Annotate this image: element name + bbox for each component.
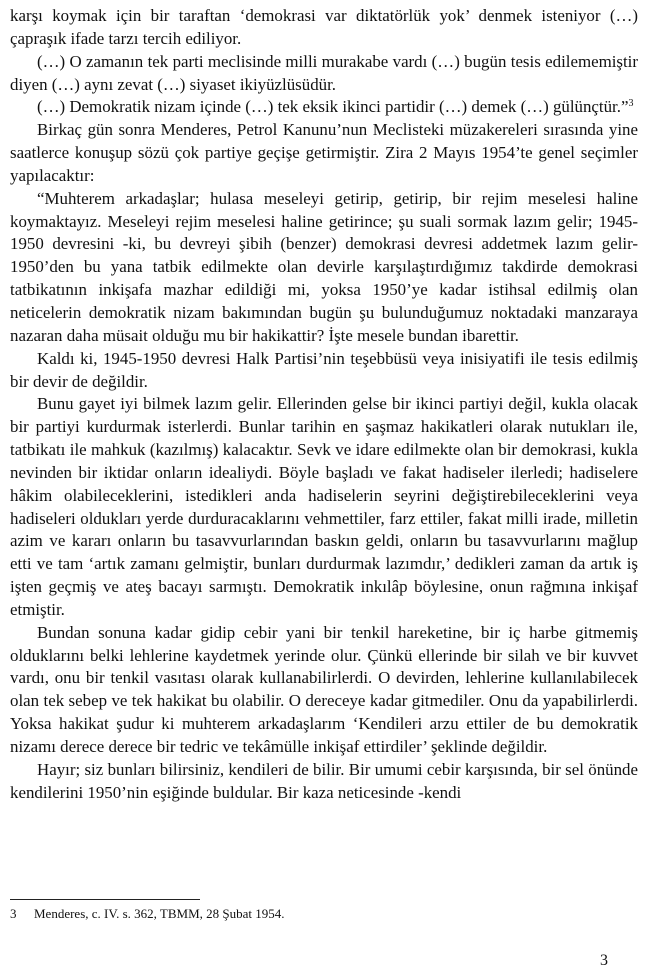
paragraph-3-text: (…) Demokratik nizam içinde (…) tek eksik ikinci partidir (…) demek (…) gülünçtür.”	[37, 97, 629, 117]
footnote-reference: 3	[628, 98, 634, 110]
paragraph-5: “Muhterem arkadaşlar; hulasa meseleyi getirip, getirip, bir rejim meselesi haline koymaktayız. Meseleyi rejim meselesi haline getirince; şu suali sormak lazım gelir; 1945-1950 devresini -ki, bu devreyi şibih (benzer) demokrasi devresi addetmek lazım gelir- 1950’den bu yana tatbik edilmekte olan devirle karşılaştırdığımız takdirde demokrasi tatbikatının inkişafa mazhar edildiği mi, yoksa 1950’ye kadar istihsal edilmiş olan neticelerin demokratik nizam bakımından bugün şu bulunduğumuz noktadaki manzaraya nazaran daha müsait olduğu mu bir hakikattir? İşte mesele bundan ibarettir.	[10, 188, 638, 345]
page-number: 3	[600, 952, 608, 969]
paragraph-1: karşı koymak için bir taraftan ‘demokrasi var diktatörlük yok’ denmek isteniyor (…) çapraşık ifade tarzı tercih ediliyor.	[10, 6, 638, 48]
footnote-divider	[10, 899, 200, 900]
paragraph-9: Hayır; siz bunları bilirsiniz, kendileri de bilir. Bir umumi cebir karşısında, bir sel önünde kendilerini 1950’nin eşiğinde buldular. Bir kaza neticesinde -kendi	[10, 759, 638, 802]
page-body	[10, 5, 638, 805]
paragraph-6: Kaldı ki, 1945-1950 devresi Halk Partisi’nin teşebbüsü veya inisiyatifi ile tesis edilmiş bir devir de değildir.	[10, 348, 638, 391]
paragraph-3	[10, 96, 638, 119]
paragraph-8: Bundan sonuna kadar gidip cebir yani bir tenkil hareketine, bir iç harbe gitmemiş olduklarını belki lehlerine kaydetmek yerinde olur. Çünkü ellerinde bir silah ve bir kuvvet vardı, onu bir tenkil vasıtası olarak kullanabilirlerdi. O devirden, lehlerine kullanılabilecek olan tek sebep ve tek hakikat bu olabilir. O dereceye kadar gitmediler. Onu da yapabilirlerdi. Yoksa hakikat şudur ki muhterem arkadaşlarım ‘Kendileri arzu ettiler de bu demokratik nizamı derece derece bir tedric ve tekâmülle inkişaf ettirdiler’ şeklinde değildir.	[10, 622, 638, 756]
footnote	[10, 905, 630, 922]
footnote-number: 3	[10, 906, 17, 921]
paragraph-4: Birkaç gün sonra Menderes, Petrol Kanunu’nun Meclisteki müzakereleri sırasında yine saatlerce konuşup sözü çok partiye geçişe getirmiştir. Zira 2 Mayıs 1954’te genel seçimler yapılacaktır:	[10, 120, 638, 185]
paragraph-7: Bunu gayet iyi bilmek lazım gelir. Ellerinden gelse bir ikinci partiyi değil, kukla olacak bir partiyi kurdurmak isterlerdi. Bunlar tarihin en şaşmaz hakikatleri olarak nutukları ile, tatbikatı ile mahkuk (kazılmış) kalacaktır. Sevk ve idare edilmekte olan bir demokrasi, kukla nevinden bir iktidar onların idealiydi. Böyle başladı ve fakat hadiseler ilerledi; hadiselere hâkim olabileceklerini, istedikleri anda hadiselerin seyrini değiştirebileceklerini veya hadiseleri oldukları yerde durduracaklarını vehmettiler, farz ettiler, fakat milli irade, milletin azim ve kararı onların bu tasavvurlarından baskın geldi, onların bu tasavvurlarını mağlup etti ve tam ‘artık zamanı gelmiştir, bunları durdurmak lazımdır,’ dedikleri zaman da artık iş işten geçmiş ve ateş bacayı sarmıştı. Demokratik inkılâp böylesine, onun rağmına inkişaf etmiştir.	[10, 394, 638, 619]
paragraph-2: (…) O zamanın tek parti meclisinde milli murakabe vardı (…) bugün tesis edilememiştir diyen (…) aynı zevat (…) siyaset ikiyüzlüsüdür.	[10, 51, 638, 94]
footnote-text: Menderes, c. IV. s. 362, TBMM, 28 Şubat 1954.	[34, 906, 285, 921]
